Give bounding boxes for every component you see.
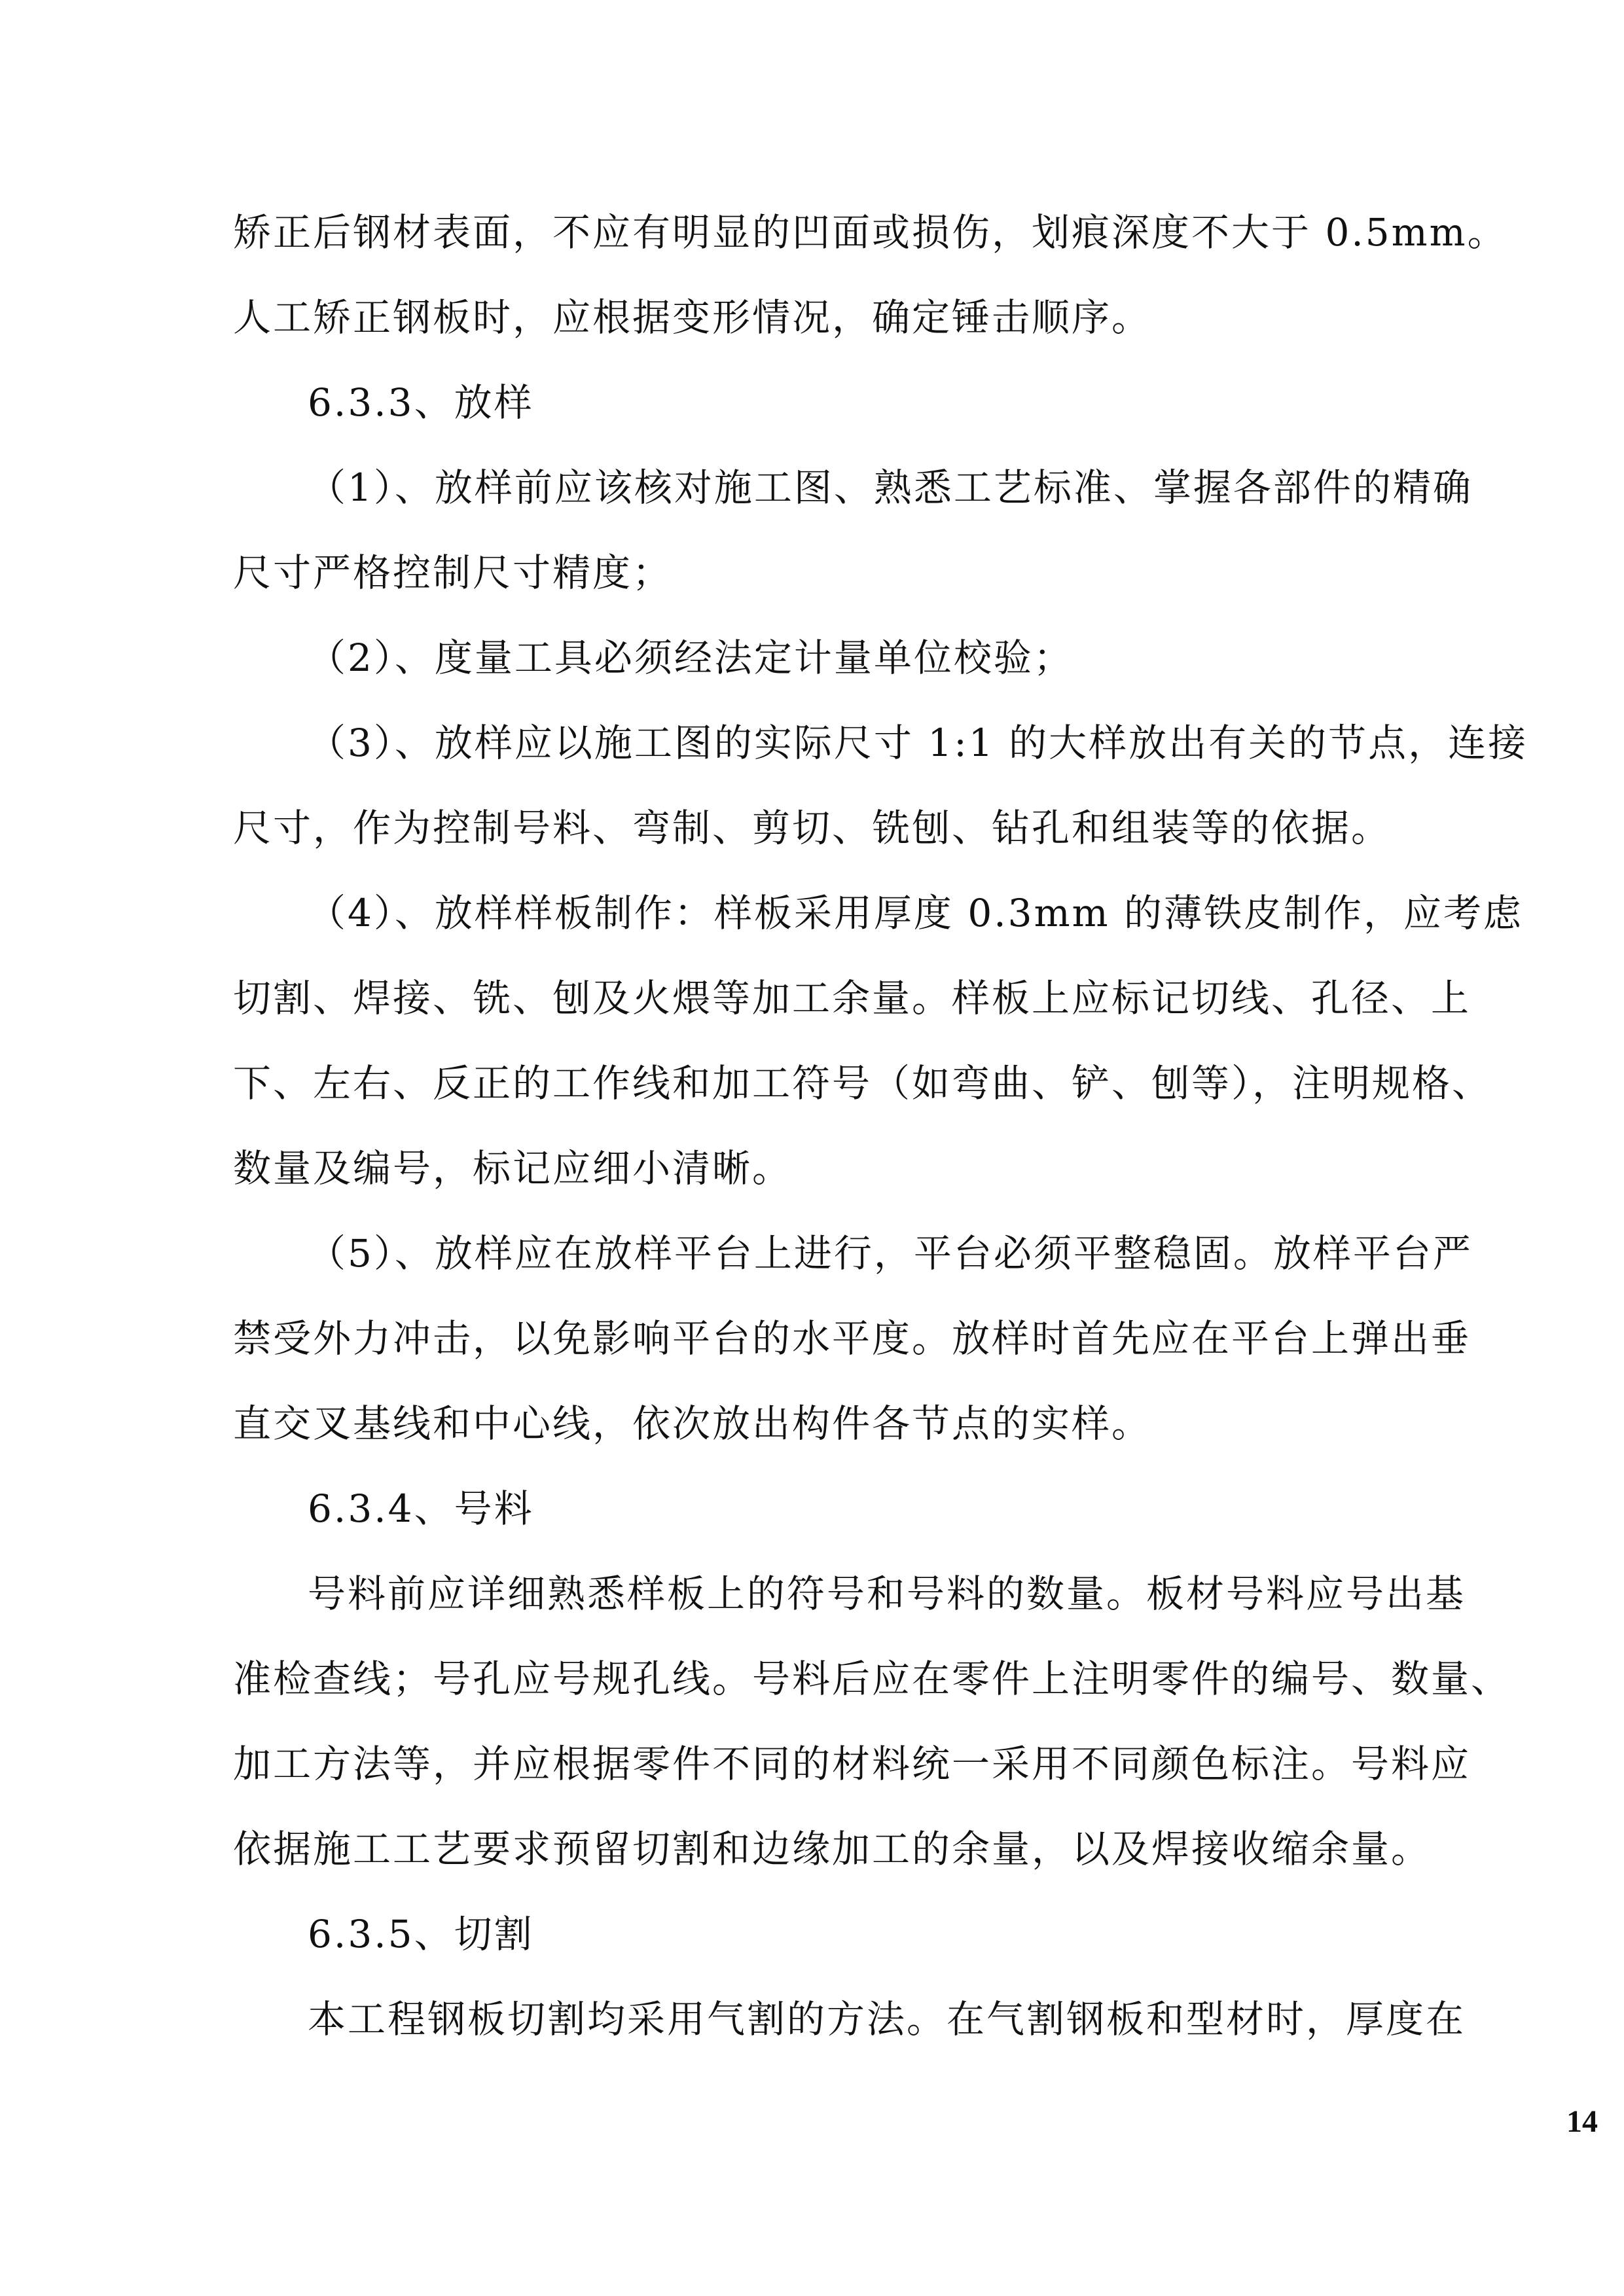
body-text-line: 数量及编号，标记应细小清晰。 (233, 1146, 793, 1191)
list-item-4: （4）、放样样板制作：样板采用厚度 0.3mm 的薄铁皮制作，应考虑 (308, 891, 1524, 935)
paragraph-start: 本工程钢板切割均采用气割的方法。在气割钢板和型材时，厚度在 (308, 1997, 1466, 2041)
body-text-line: 下、左右、反正的工作线和加工符号（如弯曲、铲、刨等），注明规格、 (233, 1061, 1492, 1105)
body-text-line: 依据施工工艺要求预留切割和边缘加工的余量，以及焊接收缩余量。 (233, 1827, 1432, 1871)
list-item-3: （3）、放样应以施工图的实际尺寸 1:1 的大样放出有关的节点，连接 (308, 721, 1528, 765)
paragraph-start: 号料前应详细熟悉样板上的符号和号料的数量。板材号料应号出基 (308, 1571, 1466, 1616)
section-heading-6-3-4: 6.3.4、号料 (308, 1486, 534, 1531)
body-text-line: 尺寸，作为控制号料、弯制、剪切、铣刨、钻孔和组装等的依据。 (233, 806, 1392, 850)
body-text-line: 人工矫正钢板时，应根据变形情况，确定锤击顺序。 (233, 295, 1152, 340)
section-heading-6-3-5: 6.3.5、切割 (308, 1912, 534, 1956)
body-text-line: 准检查线；号孔应号规孔线。号料后应在零件上注明零件的编号、数量、 (233, 1657, 1511, 1701)
list-item-2: （2）、度量工具必须经法定计量单位校验； (308, 636, 1074, 680)
body-text-line: 直交叉基线和中心线，依次放出构件各节点的实样。 (233, 1401, 1152, 1446)
body-text-line: 切割、焊接、铣、刨及火煨等加工余量。样板上应标记切线、孔径、上 (233, 976, 1471, 1020)
body-text-line: 尺寸严格控制尺寸精度； (233, 550, 673, 595)
list-item-1: （1）、放样前应该核对施工图、熟悉工艺标准、掌握各部件的精确 (308, 465, 1473, 510)
body-text-line: 矫正后钢材表面，不应有明显的凹面或损伤，划痕深度不大于 0.5mm。 (233, 210, 1507, 255)
body-text-line: 禁受外力冲击，以免影响平台的水平度。放样时首先应在平台上弹出垂 (233, 1316, 1471, 1361)
page-number: 14 (1566, 2104, 1598, 2139)
body-text-line: 加工方法等，并应根据零件不同的材料统一采用不同颜色标注。号料应 (233, 1742, 1471, 1786)
section-heading-6-3-3: 6.3.3、放样 (308, 380, 534, 425)
list-item-5: （5）、放样应在放样平台上进行，平台必须平整稳固。放样平台严 (308, 1231, 1473, 1276)
